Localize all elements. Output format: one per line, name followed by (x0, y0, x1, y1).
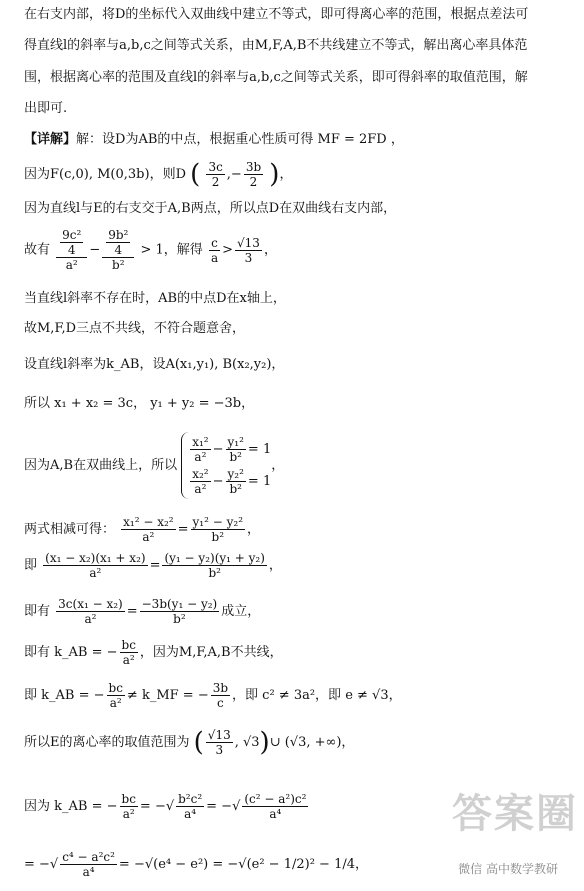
dx-fraction: $\frac{3c}{2}$ (208, 160, 223, 189)
reject-line: 故M,F,D三点不共线，不符合题意舍， (24, 321, 245, 336)
midpoint-text: 因为F(c,0), M(0,3b)，则D (24, 167, 186, 182)
intro-line-1: 在右支内部，将D的坐标代入双曲线中建立不等式，即可得离心率的范围，根据点差法可 (24, 7, 529, 22)
detail-label: 【详解】 (24, 132, 77, 147)
sqrt13-over-3: $\frac{√13}{3}$ (237, 235, 260, 265)
square-tail: (e² − 1/2)² − 1/4 (246, 857, 355, 872)
substitute-prefix: 即有 (24, 604, 51, 619)
xdiff-fraction: $\frac{\text{x₁² − x₂²}}{\text{a²}}$ (123, 515, 174, 544)
slope-prefix: 即有 k_AB = − (24, 645, 118, 660)
system-prefix: 因为A,B在双曲线上，所以 (24, 458, 178, 473)
b2c2-fraction: $\frac{\text{b²c²}}{\text{a⁴}}$ (178, 792, 203, 821)
factor-prefix: 即 (24, 558, 38, 573)
c-term-fraction: $\frac{\frac{\text{9c²}}{4}}{\text{a²}}$ (56, 228, 87, 272)
xlin-fraction: $\frac{\text{3c(x₁ − x₂)}}{\text{a²}}$ (58, 597, 123, 626)
final-line: = −√ $\frac{\text{c⁴ − a²c²}}{\text{a⁴}}$ = −√(e⁴ − e²) = −√(e² − 1/2)² − 1/4， (24, 850, 369, 879)
paren-open: ( (190, 159, 201, 190)
dy-fraction: $\frac{3b}{2}$ (245, 160, 262, 189)
range-prefix: 所以E的离心率的取值范围为 (24, 735, 190, 750)
c-over-a-fraction: $\frac{c}{a}$ (210, 235, 219, 265)
slope-setup-line: 设直线l斜率为k_AB，设A(x₁,y₁), B(x₂,y₂)， (24, 357, 285, 372)
inequality-line: 故有 $\frac{\frac{\text{9c²}}{4}}{\text{a²}}$ − $\frac{\frac{\text{9b²}}{4}}{\text{b²}}$ > 1，解得 $\frac{c}{a}$ > $\frac{√13}{3}$ ， (24, 228, 277, 272)
ydiff-fraction: $\frac{\text{y₁² − y₂²}}{\text{b²}}$ (192, 515, 244, 544)
sum-line: 所以 x₁ + x₂ = 3c， y₁ + y₂ = −3b， (24, 396, 255, 411)
range-line: 所以E的离心率的取值范围为 ( $\frac{√13}{3}$ , √3)∪ (√3, +∞)， (24, 727, 355, 758)
inequality-mid: > 1，解得 (140, 242, 203, 258)
system-line: 因为A,B在双曲线上，所以 $\frac{\text{x₁²}}{\text{a²}}$ − $\frac{\text{y₁²}}{\text{b²}}$ = 1 $\frac{\text{x₂²}}{\text{a²}}$ − $\frac{\text{y₂²}}{\text{b²}}$ = 1 ， (24, 432, 284, 499)
intro-line-2: 得直线l的斜率与a,b,c之间等式关系，由M,F,A,B不共线建立不等式，解出离心率具体范 (24, 38, 528, 53)
kmf-fraction: $\frac{3b}{c}$ (212, 681, 229, 710)
detail-line (24, 131, 404, 149)
watermark-logo: 答案圈 (452, 791, 578, 837)
inside-line: 因为直线l与E的右支交于A,B两点，所以点D在双曲线右支内部， (24, 201, 397, 216)
subtract-prefix: 两式相减可得： (24, 522, 116, 537)
c4-fraction: $\frac{\text{c⁴ − a²c²}}{\text{a⁴}}$ (62, 850, 115, 879)
midpoint-line: 因为F(c,0), M(0,3b)，则D ( $\frac{3c}{2}$ ,− $\frac{3b}{2}$ )， (24, 159, 293, 190)
range-fraction: $\frac{√13}{3}$ (207, 728, 231, 757)
watermark-source: 微信 高中数学教研 (458, 862, 558, 876)
yprod-fraction: $\frac{\text{(y₁ − y₂)(y₁ + y₂)}}{\text{b²}}$ (164, 551, 265, 580)
bc-over-a2: $\frac{bc}{\text{a²}}$ (121, 638, 136, 667)
inequality-prefix: 故有 (24, 242, 51, 258)
substitute-line: 即有 $\frac{\text{3c(x₁ − x₂)}}{\text{a²}}$ = $\frac{\text{−3b(y₁ − y₂)}}{\text{b²}}$ 成立， (24, 597, 261, 626)
noncollinear-line: 即 k_AB = − $\frac{bc}{\text{a²}}$ ≠ k_MF = − $\frac{3b}{c}$ ，即 c² ≠ 3a²，即 e ≠ √3， (24, 681, 402, 710)
c2a2c2-fraction: $\frac{\text{(c² − a²)c²}}{\text{a⁴}}$ (244, 792, 307, 821)
kab-expand-line: 因为 k_AB = − $\frac{bc}{\text{a²}}$ = −√ $\frac{\text{b²c²}}{\text{a⁴}}$ = −√ $\frac{\text{(c² − a²)c²}}{\text{a⁴}}$ (24, 792, 307, 821)
detail-text: 解：设D为AB的中点，根据重心性质可得 MF = 2FD ， (76, 132, 404, 147)
intro-line-4: 出即可. (24, 101, 68, 116)
subtract-line: 两式相减可得： $\frac{\text{x₁² − x₂²}}{\text{a²}}$ = $\frac{\text{y₁² − y₂²}}{\text{b²}}$ ， (24, 515, 261, 544)
kab-fraction: $\frac{bc}{\text{a²}}$ (108, 681, 123, 710)
xprod-fraction: $\frac{\text{(x₁ − x₂)(x₁ + x₂)}}{\text{a²}}$ (45, 551, 146, 580)
factor-line: 即 $\frac{\text{(x₁ − x₂)(x₁ + x₂)}}{\text{a²}}$ = $\frac{\text{(y₁ − y₂)(y₁ + y₂)}}{\text{b²}}$ ， (24, 551, 282, 580)
b-term-fraction: $\frac{\frac{\text{9b²}}{4}}{\text{b²}}$ (102, 228, 134, 272)
intro-line-3: 围，根据离心率的范围及直线l的斜率与a,b,c之间等式关系，即可得斜率的取值范围，解 (24, 70, 528, 85)
vertical-case-line: 当直线l斜率不存在时，AB的中点D在x轴上， (24, 291, 286, 306)
ylin-fraction: $\frac{\text{−3b(y₁ − y₂)}}{\text{b²}}$ (141, 597, 218, 626)
slope-line: 即有 k_AB = − $\frac{bc}{\text{a²}}$ ，因为M,F,A,B不共线， (24, 638, 283, 667)
equation-system: $\frac{\text{x₁²}}{\text{a²}}$ − $\frac{\text{y₁²}}{\text{b²}}$ = 1 $\frac{\text{x₂²}}{\text{a²}}$ − $\frac{\text{y₂²}}{\text{b²}}$ = 1 (181, 432, 271, 499)
paren-close: ) (269, 159, 280, 190)
